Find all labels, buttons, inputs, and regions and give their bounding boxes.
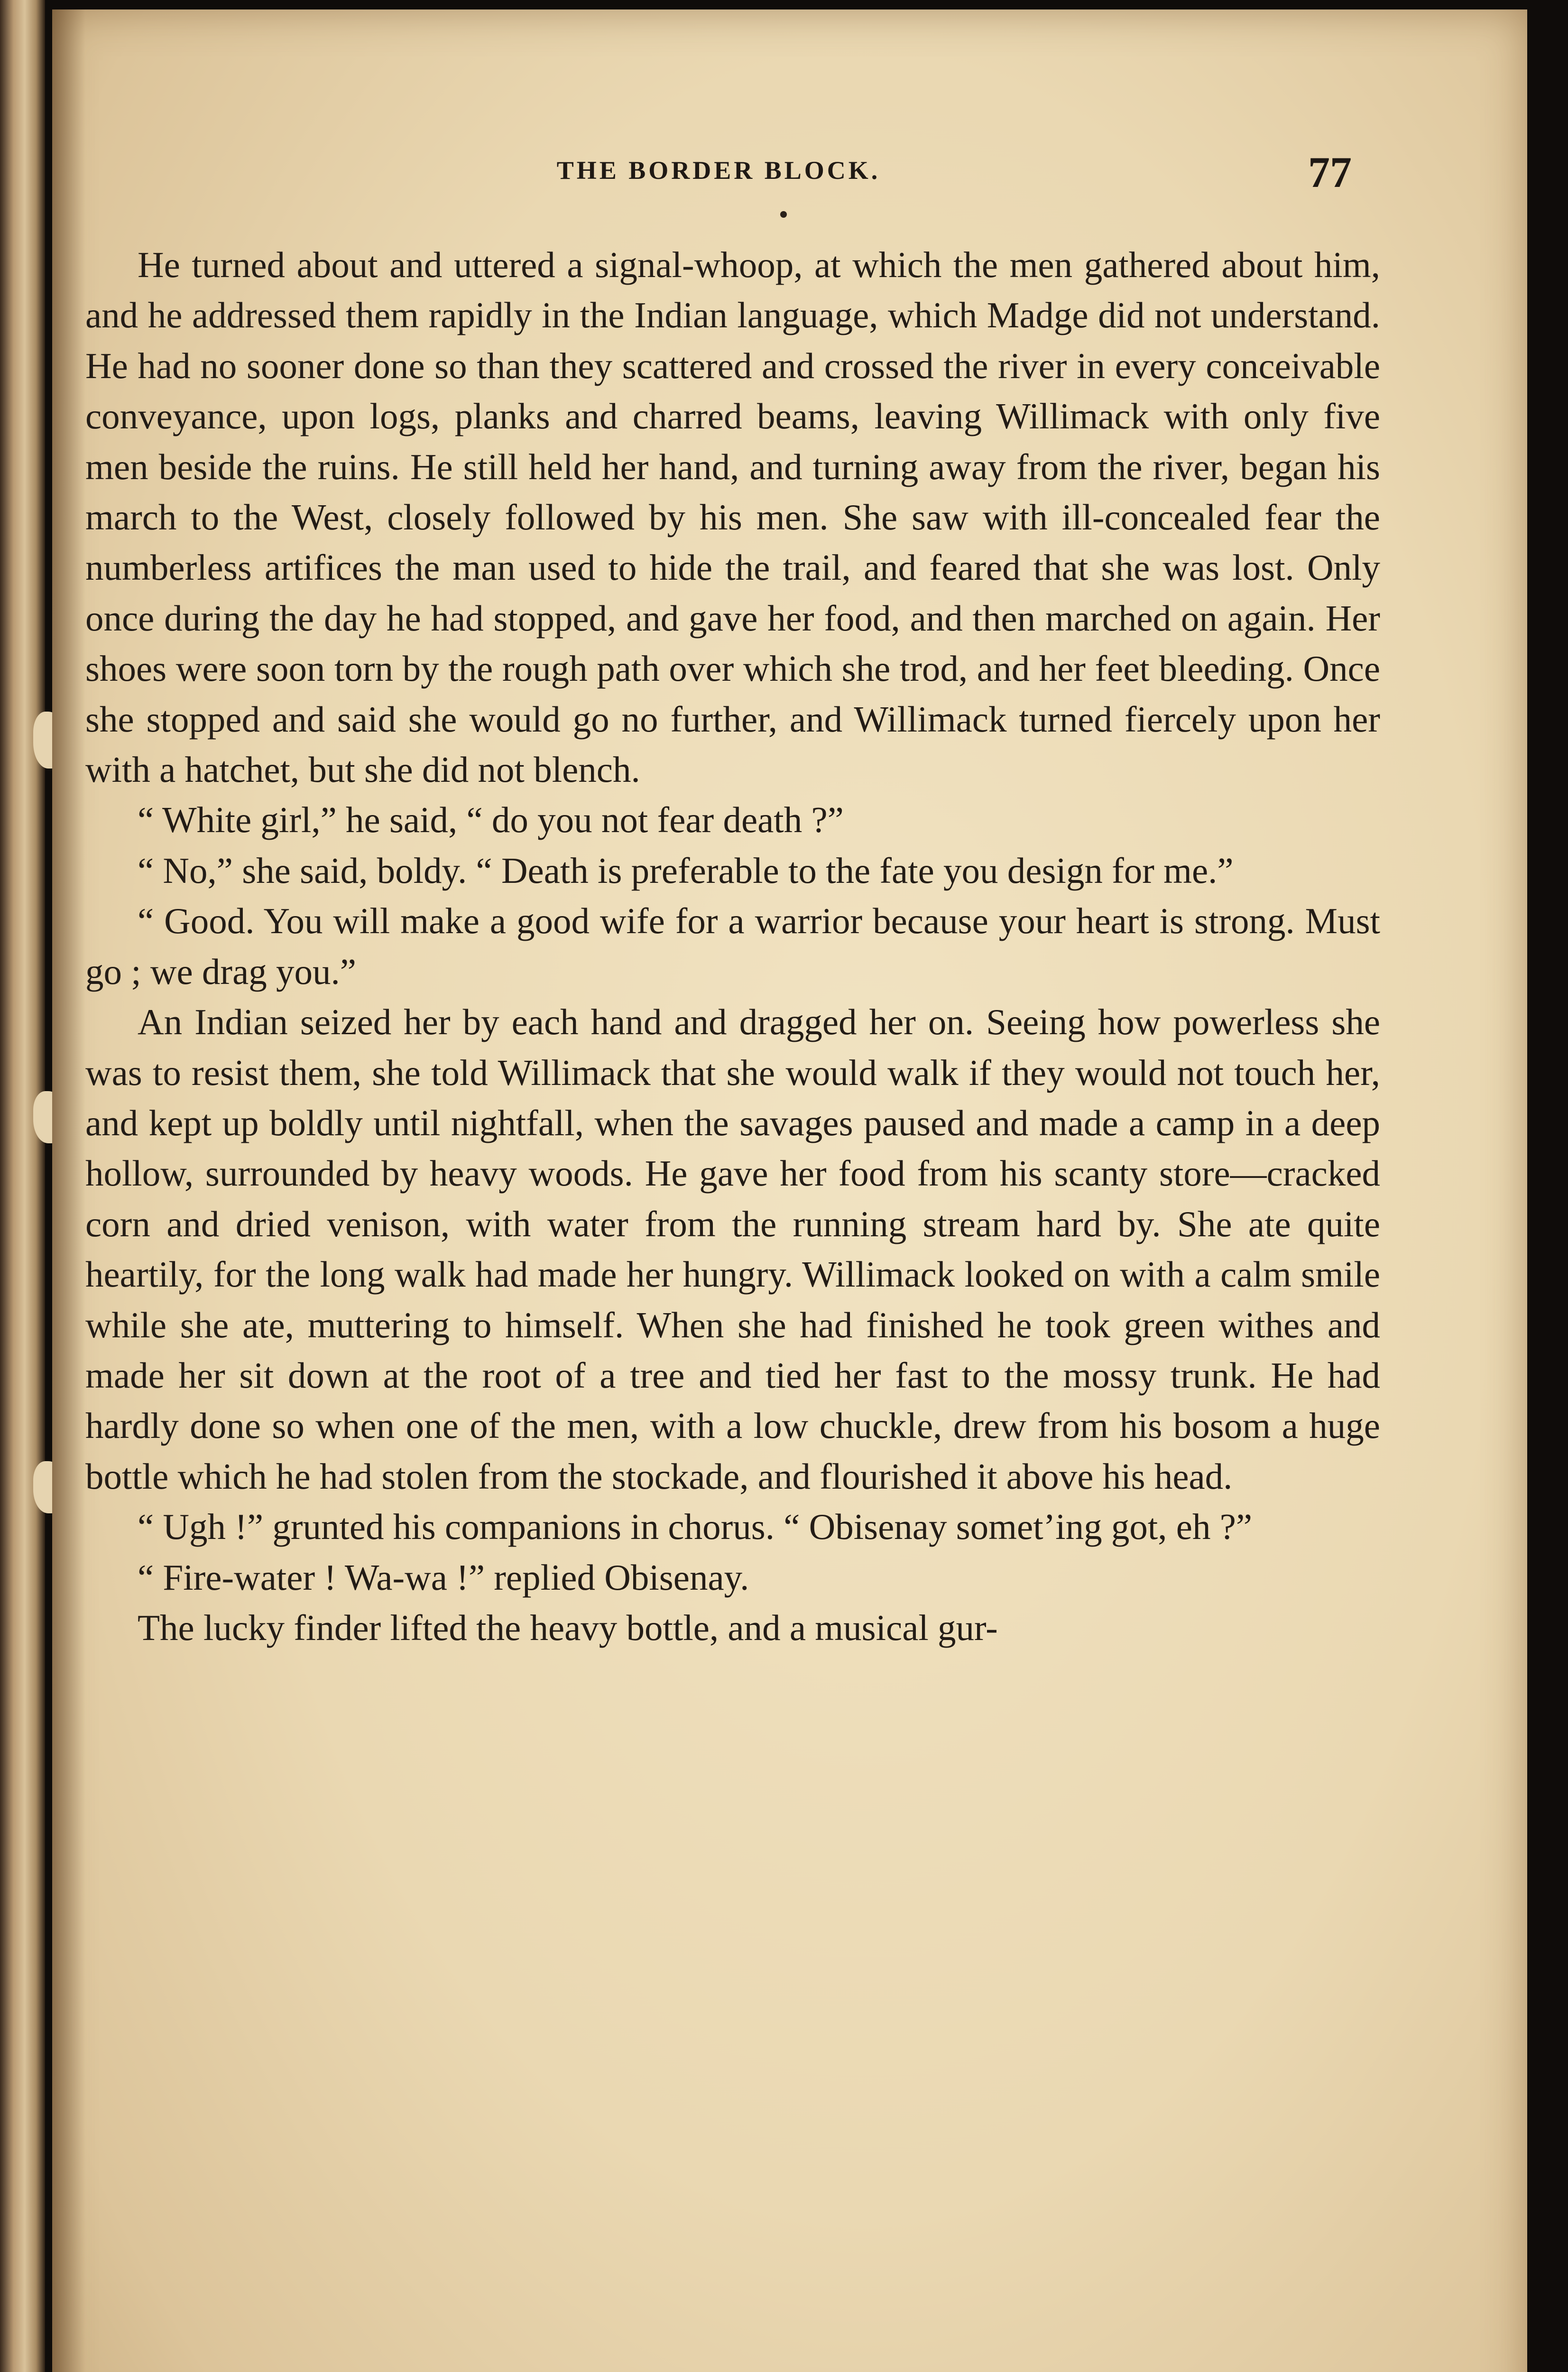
previous-page-edge: [0, 0, 45, 2372]
paragraph: An Indian seized her by each hand and dragged her on. Seeing how powerless she was to resist them, she told Willimack that she would walk if they would not touch her, and kept up boldly until nightfall, when the savages paused and made a camp in a deep hollow, surrounded by heavy woods. He gave her food from his scanty store—cracked corn and dried venison, with water from the running stream hard by. She ate quite heartily, for the long walk had made her hungry. Willimack looked on with a calm smile while she ate, muttering to himself. When she had finished he took green withes and made her sit down at the root of a tree and tied her fast to the mossy trunk. He had hardly done so when one of the men, with a low chuckle, drew from his bosom a huge bottle which he had stolen from the stockade, and flourished it above his head.: [85, 1001, 1380, 1497]
paragraph: “ No,” she said, boldy. “ Death is preferable to the fate you design for me.”: [138, 850, 1234, 891]
spine-shadow: [52, 9, 85, 2372]
running-head: [85, 147, 1352, 199]
paragraph: He turned about and uttered a signal-whoop, at which the men gathered about him, and he addressed them rapidly in the Indian language, which Madge did not understand. He had no sooner done so than they scattered and crossed the river in every conceivable conveyance, upon logs, planks and charred beams, leaving Willimack with only five men beside the ruins. He still held her hand, and turning away from the river, began his march to the West, closely followed by his men. She saw with ill-concealed fear the numberless artifices the man used to hide the trail, and feared that she was lost. Only once during the day he had stopped, and gave her food, and then marched on again. Her shoes were soon torn by the rough path over which she trod, and her feet bleeding. Once she stopped and said she would go no further, and Willimack turned fiercely upon her with a hatchet, but she did not blench.: [85, 244, 1380, 790]
paragraph: “ Ugh !” grunted his companions in chorus. “ Obisenay somet’ing got, eh ?”: [138, 1506, 1253, 1547]
ink-speck: [780, 211, 787, 218]
paragraph: The lucky finder lifted the heavy bottle, and a musical gur-: [138, 1607, 998, 1648]
running-title: THE BORDER BLOCK.: [556, 156, 881, 185]
paragraph: “ Fire-water ! Wa-wa !” replied Obisenay.: [138, 1557, 749, 1598]
page-number: 77: [1308, 148, 1352, 196]
paragraph: “ Good. You will make a good wife for a warrior because your heart is strong. Must go ; we drag you.”: [85, 900, 1380, 992]
paragraph: “ White girl,” he said, “ do you not fear death ?”: [138, 799, 844, 841]
body-text: [85, 240, 1380, 1653]
